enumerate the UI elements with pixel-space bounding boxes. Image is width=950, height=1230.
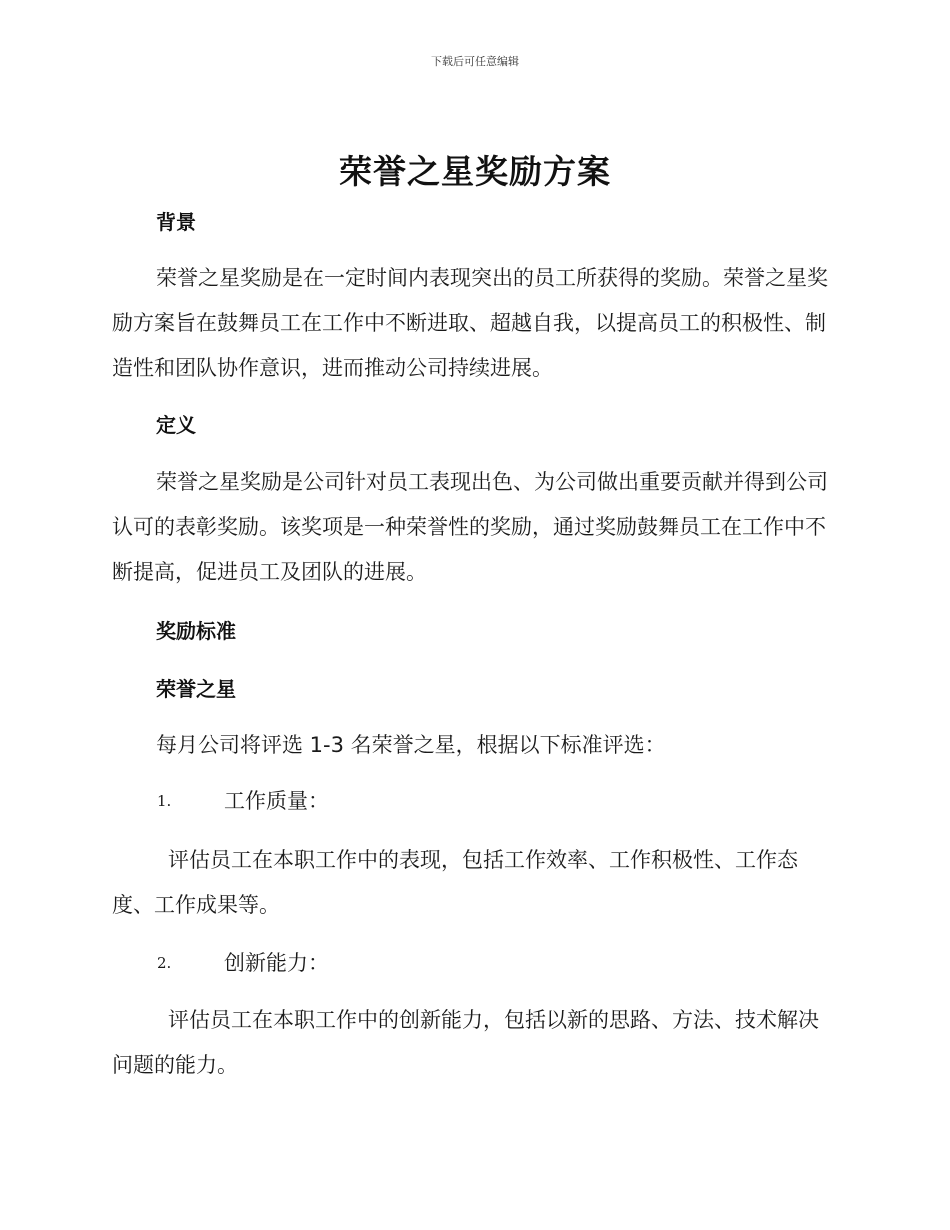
definition-text: 荣誉之星奖励是公司针对员工表现出色、为公司做出重要贡献并得到公司认可的表彰奖励。该奖项是一种荣誉性的奖励，通过奖励鼓舞员工在工作中不断提高，促进员工及团队的进展。 (112, 470, 828, 584)
background-paragraph (112, 256, 834, 391)
item-1-text: 评估员工在本职工作中的表现，包括工作效率、工作积极性、工作态度、工作成果等。 (112, 848, 798, 917)
list-item-number-2: 2. (157, 954, 172, 972)
list-item-description-2 (112, 998, 834, 1088)
section-heading-definition: 定义 (156, 413, 196, 437)
document-title: 荣誉之星奖励方案 (339, 152, 611, 191)
item-2-text: 评估员工在本职工作中的创新能力，包括以新的思路、方法、技术解决问题的能力。 (112, 1008, 819, 1077)
page-header-note: 下载后可任意编辑 (431, 55, 519, 68)
background-text: 荣誉之星奖励是在一定时间内表现突出的员工所获得的奖励。荣誉之星奖励方案旨在鼓舞员工在工作中不断进取、超越自我，以提高员工的积极性、制造性和团队协作意识，进而推动公司持续进展。 (112, 266, 828, 380)
subheading-honor-star: 荣誉之星 (156, 677, 236, 701)
definition-paragraph (112, 460, 834, 595)
criteria-intro: 每月公司将评选 1-3 名荣誉之星，根据以下标准评选： (156, 733, 666, 757)
list-item-number-1: 1. (157, 792, 172, 810)
list-item-label-2: 创新能力： (224, 951, 329, 975)
section-heading-background: 背景 (156, 210, 196, 234)
list-item-description-1 (112, 838, 834, 928)
section-heading-criteria: 奖励标准 (156, 619, 236, 643)
list-item-label-1: 工作质量： (224, 789, 329, 813)
